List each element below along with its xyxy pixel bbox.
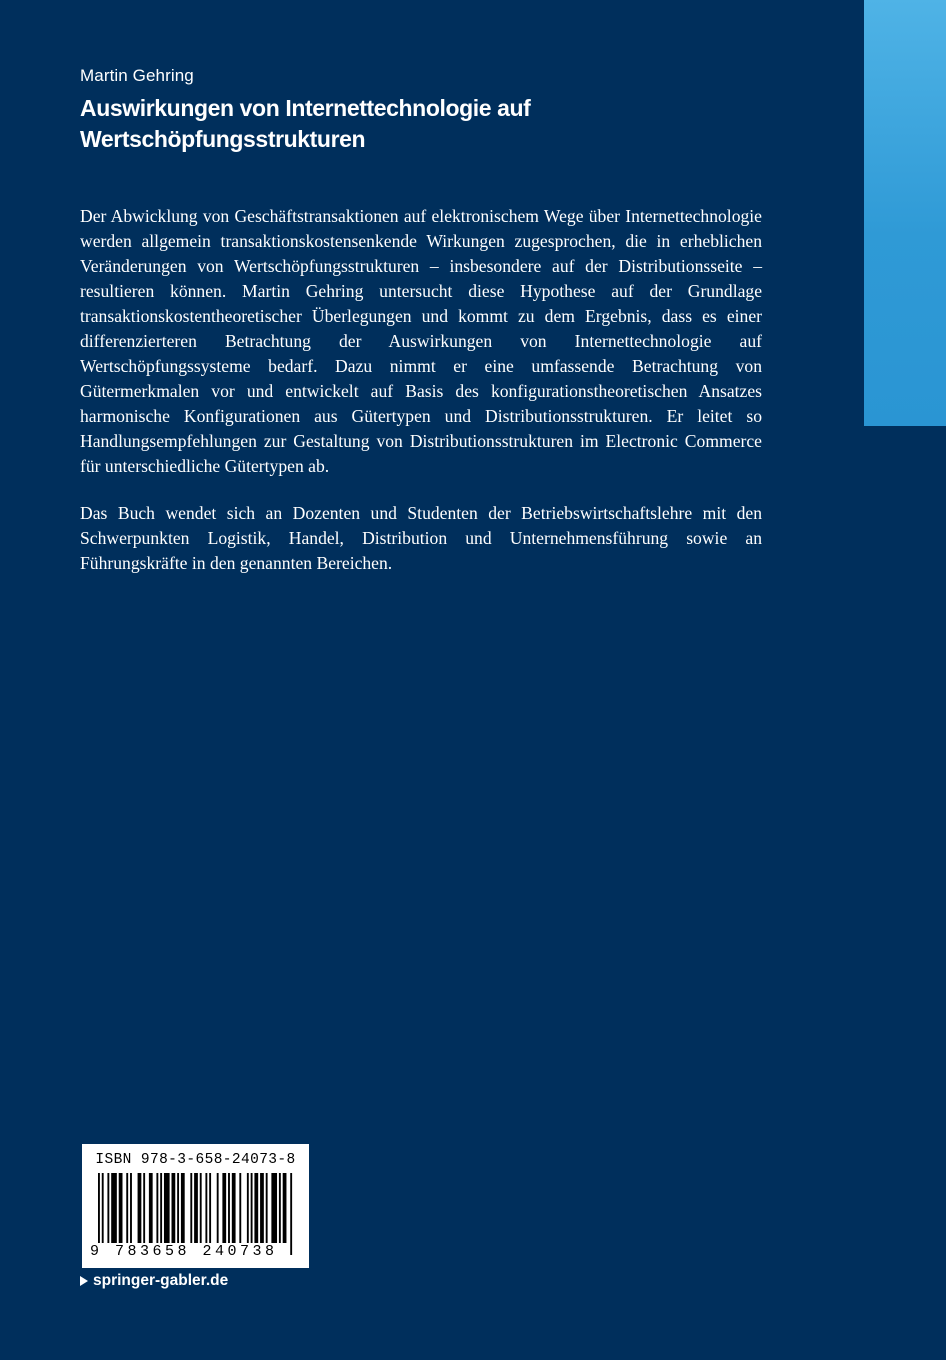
ean-digits xyxy=(90,1243,305,1260)
barcode-bar xyxy=(283,1173,287,1243)
barcode-bar xyxy=(177,1173,179,1243)
barcode-bar xyxy=(138,1173,142,1243)
barcode-bar xyxy=(247,1173,249,1243)
book-title-line-1: Auswirkungen von Internettechnologie auf xyxy=(80,95,531,121)
barcode-bar xyxy=(156,1173,158,1243)
publisher-url: springer-gabler.de xyxy=(93,1272,229,1289)
book-title-line-2: Wertschöpfungsstrukturen xyxy=(80,126,366,152)
barcode-bar xyxy=(279,1173,281,1243)
barcode-bar xyxy=(119,1173,123,1243)
barcode-bar xyxy=(172,1173,176,1243)
arrow-right-icon xyxy=(80,1276,88,1286)
accent-color-bar xyxy=(864,0,946,426)
barcode-bar xyxy=(239,1173,241,1243)
author-name: Martin Gehring xyxy=(80,66,194,85)
barcode-bar xyxy=(260,1173,264,1243)
barcode-bar xyxy=(228,1173,230,1243)
barcode-bar xyxy=(217,1173,219,1243)
barcode-bar xyxy=(190,1173,192,1243)
barcode-bar xyxy=(160,1173,162,1243)
barcode-bar xyxy=(130,1173,132,1243)
isbn-label: ISBN 978-3-658-24073-8 xyxy=(95,1152,296,1168)
isbn-barcode xyxy=(82,1144,309,1268)
barcode-bar xyxy=(164,1173,170,1243)
barcode-bar xyxy=(205,1173,207,1243)
barcode-bar xyxy=(209,1173,211,1243)
blurb-paragraph-2: Das Buch wendet sich an Dozenten und Studenten der Betriebswirtschaftslehre mit den Schwerpunkten Logistik, Handel, Distribution und Unternehmensführung sowie an Führungskräfte in den genannten Bereichen. xyxy=(80,503,762,573)
blurb-paragraph-1: Der Abwicklung von Geschäftstransaktionen auf elektronischem Wege über Internettechnologie werden allgemein transaktionskostensenkende Wirkungen zugesprochen, die in erheblichen Veränderungen von Wertschöpfungsstrukturen – insbesondere auf der Distributionsseite – resultieren können. Martin Gehring untersucht diese Hypothese auf der Grundlage transaktionskostentheoretischer Überlegungen und kommt zu dem Ergebnis, dass es einer differenzierteren Betrachtung der Auswirkungen von Internettechnologie auf Wertschöpfungssysteme bedarf. Dazu nimmt er eine umfassende Betrachtung von Gütermerkmalen vor und entwickelt auf Basis des konfigurationstheoretischen Ansatzes harmonische Konfigurationen aus Gütertypen und Distributionsstrukturen. Er leitet so Handlungsempfehlungen zur Gestaltung von Distributionsstrukturen im Electronic Commerce für unterschiedliche Gütertypen ab. xyxy=(80,206,762,476)
barcode-bar xyxy=(232,1173,236,1243)
barcode-bar xyxy=(254,1173,258,1243)
barcode-bar xyxy=(266,1173,268,1243)
barcode-bar xyxy=(107,1173,109,1243)
barcode-bar xyxy=(111,1173,117,1243)
barcode-bar xyxy=(271,1173,277,1243)
barcode-bar xyxy=(251,1173,253,1243)
publisher-link[interactable] xyxy=(80,1272,228,1290)
barcode-bar xyxy=(126,1173,128,1243)
ean-digits-text: 9 783658 240738 xyxy=(90,1243,278,1260)
barcode-bar xyxy=(149,1173,153,1243)
blurb xyxy=(80,204,762,598)
barcode-bar xyxy=(181,1173,185,1243)
barcode-bar xyxy=(143,1173,145,1243)
book-title xyxy=(80,93,780,155)
barcode-bar xyxy=(222,1173,226,1243)
